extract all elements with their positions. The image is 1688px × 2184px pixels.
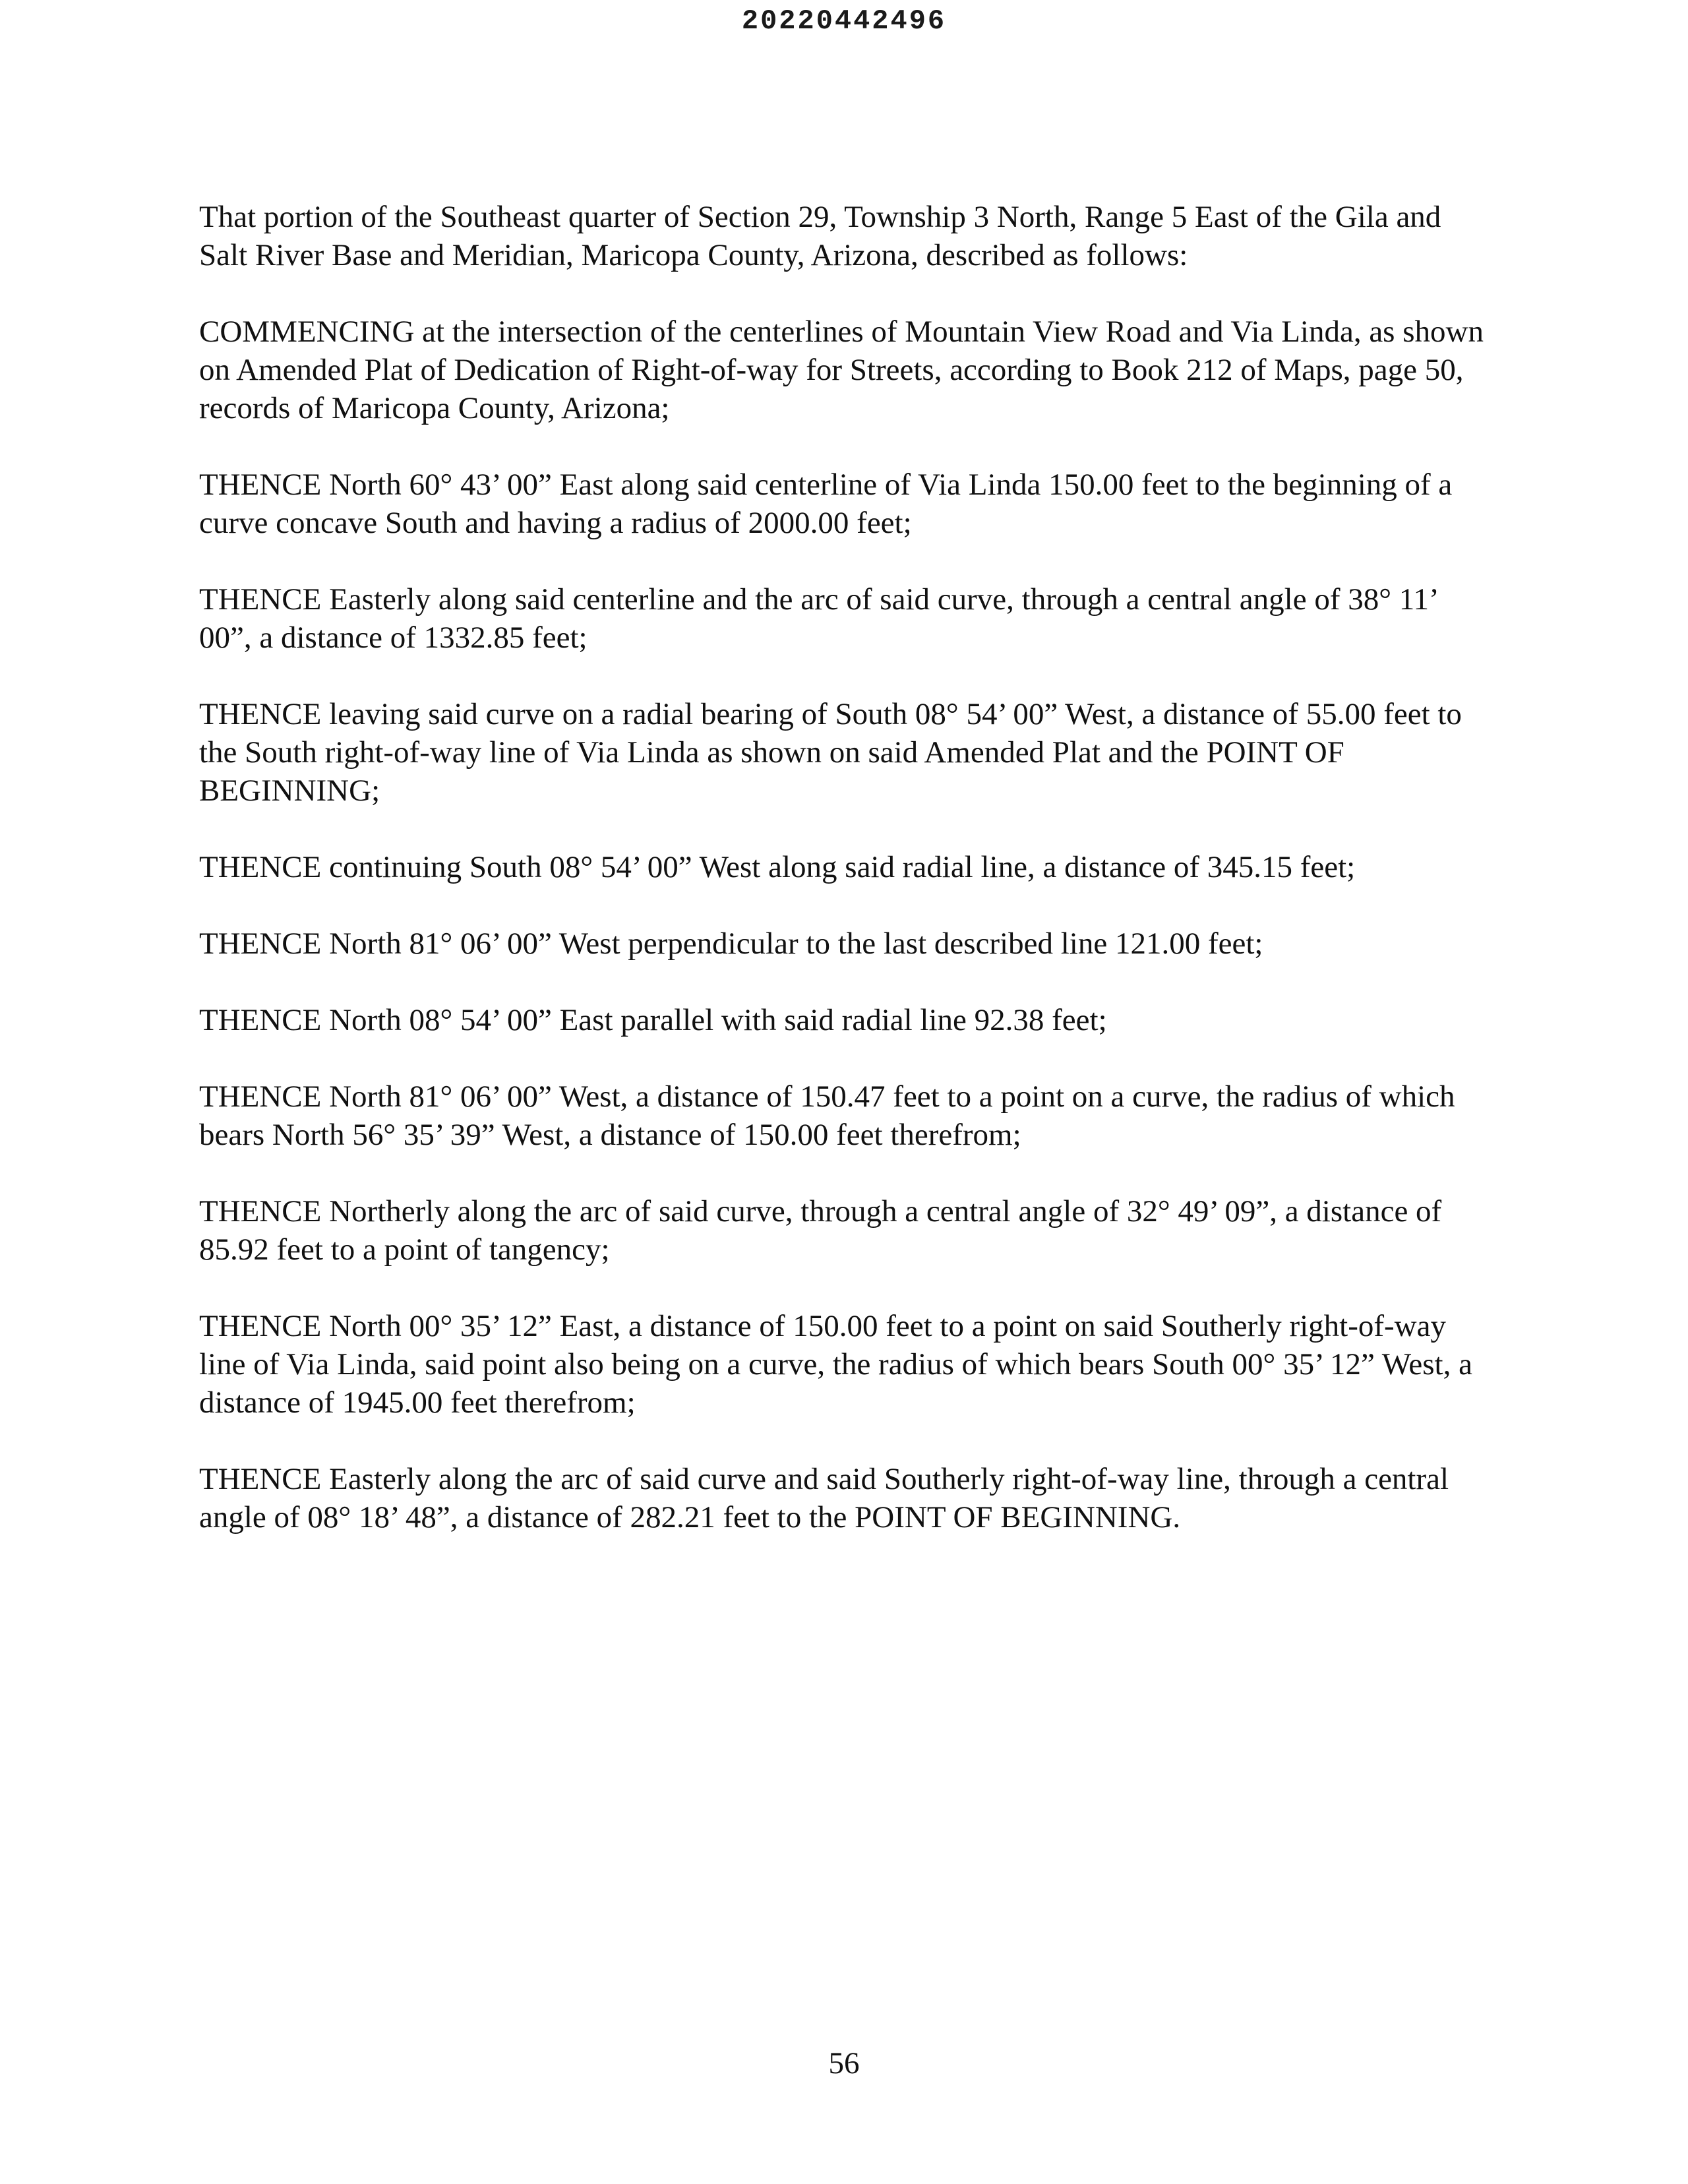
paragraph-course-6: THENCE North 08° 54’ 00” East parallel with said radial line 92.38 feet; [199,1003,1107,1037]
paragraph-course-4: THENCE continuing South 08° 54’ 00” West along said radial line, a distance of 345.15 feet; [199,850,1356,884]
page-number: 56 [828,2046,860,2080]
paragraph-commencing: COMMENCING at the intersection of the centerlines of Mountain View Road and Via Linda, as shown on Amended Plat of Dedication of Right-of-way for Streets, according to Book 212 of Maps, page 50, records of Maricopa County, Arizona; [199,315,1484,425]
document-number: 20220442496 [741,5,947,37]
paragraph-course-7: THENCE North 81° 06’ 00” West, a distance of 150.47 feet to a point on a curve, the radius of which bears North 56° 35’ 39” West, a distance of 150.00 feet therefrom; [199,1079,1455,1152]
legal-description [199,198,1492,1575]
paragraph-course-8: THENCE Northerly along the arc of said curve, through a central angle of 32° 49’ 09”, a distance of 85.92 feet to a point of tangency; [199,1194,1442,1267]
paragraph-intro: That portion of the Southeast quarter of Section 29, Township 3 North, Range 5 East of the Gila and Salt River Base and Meridian, Maricopa County, Arizona, described as follows: [199,200,1441,272]
paragraph-course-9: THENCE North 00° 35’ 12” East, a distance of 150.00 feet to a point on said Southerly right-of-way line of Via Linda, said point also being on a curve, the radius of which bears South 00° 35’ 12” West, a distance of 1945.00 feet therefrom; [199,1309,1472,1420]
paragraph-course-10: THENCE Easterly along the arc of said curve and said Southerly right-of-way line, through a central angle of 08° 18’ 48”, a distance of 282.21 feet to the POINT OF BEGINNING. [199,1462,1449,1534]
paragraph-course-3: THENCE leaving said curve on a radial bearing of South 08° 54’ 00” West, a distance of 55.00 feet to the South right-of-way line of Via Linda as shown on said Amended Plat and the POINT OF BEGINNING; [199,697,1462,808]
paragraph-course-5: THENCE North 81° 06’ 00” West perpendicular to the last described line 121.00 feet; [199,926,1263,961]
paragraph-course-2: THENCE Easterly along said centerline and the arc of said curve, through a central angle of 38° 11’ 00”, a distance of 1332.85 feet; [199,582,1437,655]
paragraph-course-1: THENCE North 60° 43’ 00” East along said centerline of Via Linda 150.00 feet to the beginning of a curve concave South and having a radius of 2000.00 feet; [199,468,1453,540]
